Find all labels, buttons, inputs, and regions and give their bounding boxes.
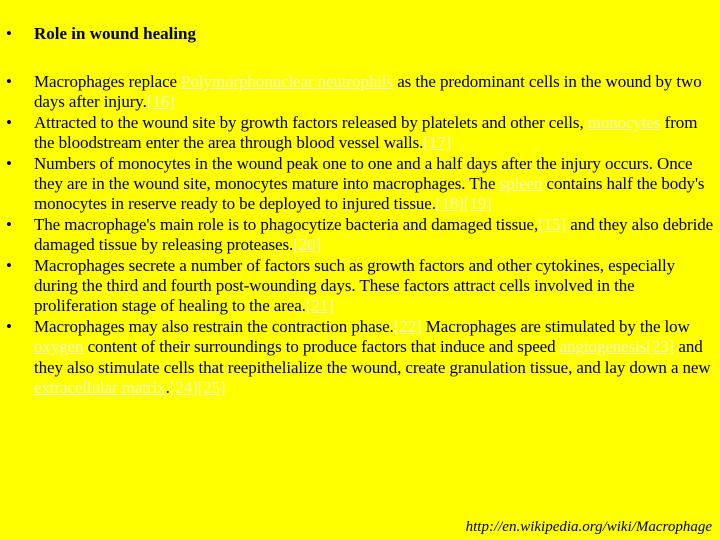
list-item-text <box>34 317 718 399</box>
reference-link[interactable]: monocytes <box>587 112 661 132</box>
text-span: contains half the body's monocytes in reserve ready to be deployed to injured tissue. <box>34 174 705 214</box>
bullet-icon: • <box>6 255 12 275</box>
list-item-text <box>34 113 718 154</box>
source-citation[interactable]: http://en.wikipedia.org/wiki/Macrophage <box>465 519 712 535</box>
section-heading <box>6 24 196 44</box>
reference-link[interactable]: Polymorphonuclear neutrophils <box>181 72 394 91</box>
list-item <box>6 154 718 215</box>
reference-link[interactable]: [16] <box>146 92 175 112</box>
list-item <box>6 256 718 317</box>
text-span: as the predominant cells in the wound by two days after injury. <box>34 72 702 112</box>
text-span: content of their surroundings to produce factors that induce and speed <box>83 337 560 357</box>
bullet-icon: • <box>6 24 12 43</box>
text-span: Numbers of monocytes in the wound peak one to one and a half days after the injury occurs. Once they are in the wound site, monocytes mature into macrophages. The <box>34 153 693 194</box>
text-span: Attracted to the wound site by growth factors released by platelets and other cells, <box>34 112 588 132</box>
list-item <box>6 72 718 113</box>
reference-link[interactable]: spleen <box>499 174 543 194</box>
reference-link[interactable]: [15] <box>538 214 567 234</box>
reference-link[interactable]: [23] <box>646 337 675 357</box>
list-item-text <box>34 256 718 317</box>
text-span: Macrophages replace <box>34 72 182 91</box>
bullet-icon: • <box>6 316 12 336</box>
text-span: and they also debride damaged tissue by releasing proteases. <box>34 214 714 255</box>
bullet-icon: • <box>6 153 12 173</box>
text-span: The macrophage's main role is to phagocytize bacteria and damaged tissue, <box>34 214 539 234</box>
reference-link[interactable]: extracellular matrix <box>34 378 166 398</box>
text-span: Macrophages are stimulated by the low <box>421 316 690 336</box>
reference-link[interactable]: [21] <box>305 296 334 316</box>
bullet-list <box>6 72 718 399</box>
list-item <box>6 113 718 154</box>
text-span: Macrophages may also restrain the contraction phase. <box>34 316 394 336</box>
list-item <box>6 317 718 399</box>
reference-link[interactable]: [22] <box>393 316 422 336</box>
reference-link[interactable]: angiogenesis <box>559 337 647 357</box>
text-span: Macrophages secrete a number of factors such as growth factors and other cytokines, especially during the third and fourth post-wounding days. These factors attract cells involved in the proliferation stage of healing to the area. <box>34 255 676 316</box>
section-title: Role in wound healing <box>34 24 197 43</box>
list-item-text <box>34 72 718 113</box>
list-item-text <box>34 215 718 256</box>
reference-link[interactable]: [24][25] <box>169 378 226 398</box>
list-item-text <box>34 154 718 215</box>
text-span: from the bloodstream enter the area through blood vessel walls. <box>34 112 698 153</box>
reference-link[interactable]: [20] <box>293 235 322 255</box>
reference-link[interactable]: oxygen <box>34 337 84 357</box>
text-span: . <box>165 378 170 398</box>
list-item <box>6 215 718 256</box>
bullet-icon: • <box>6 112 12 132</box>
bullet-icon: • <box>6 214 12 234</box>
text-span: and they also stimulate cells that reepithelialize the wound, create granulation tissue, and lay down a new <box>34 337 711 377</box>
reference-link[interactable]: [17] <box>423 133 452 153</box>
reference-link[interactable]: [18][19] <box>435 194 492 214</box>
bullet-icon: • <box>6 72 12 91</box>
